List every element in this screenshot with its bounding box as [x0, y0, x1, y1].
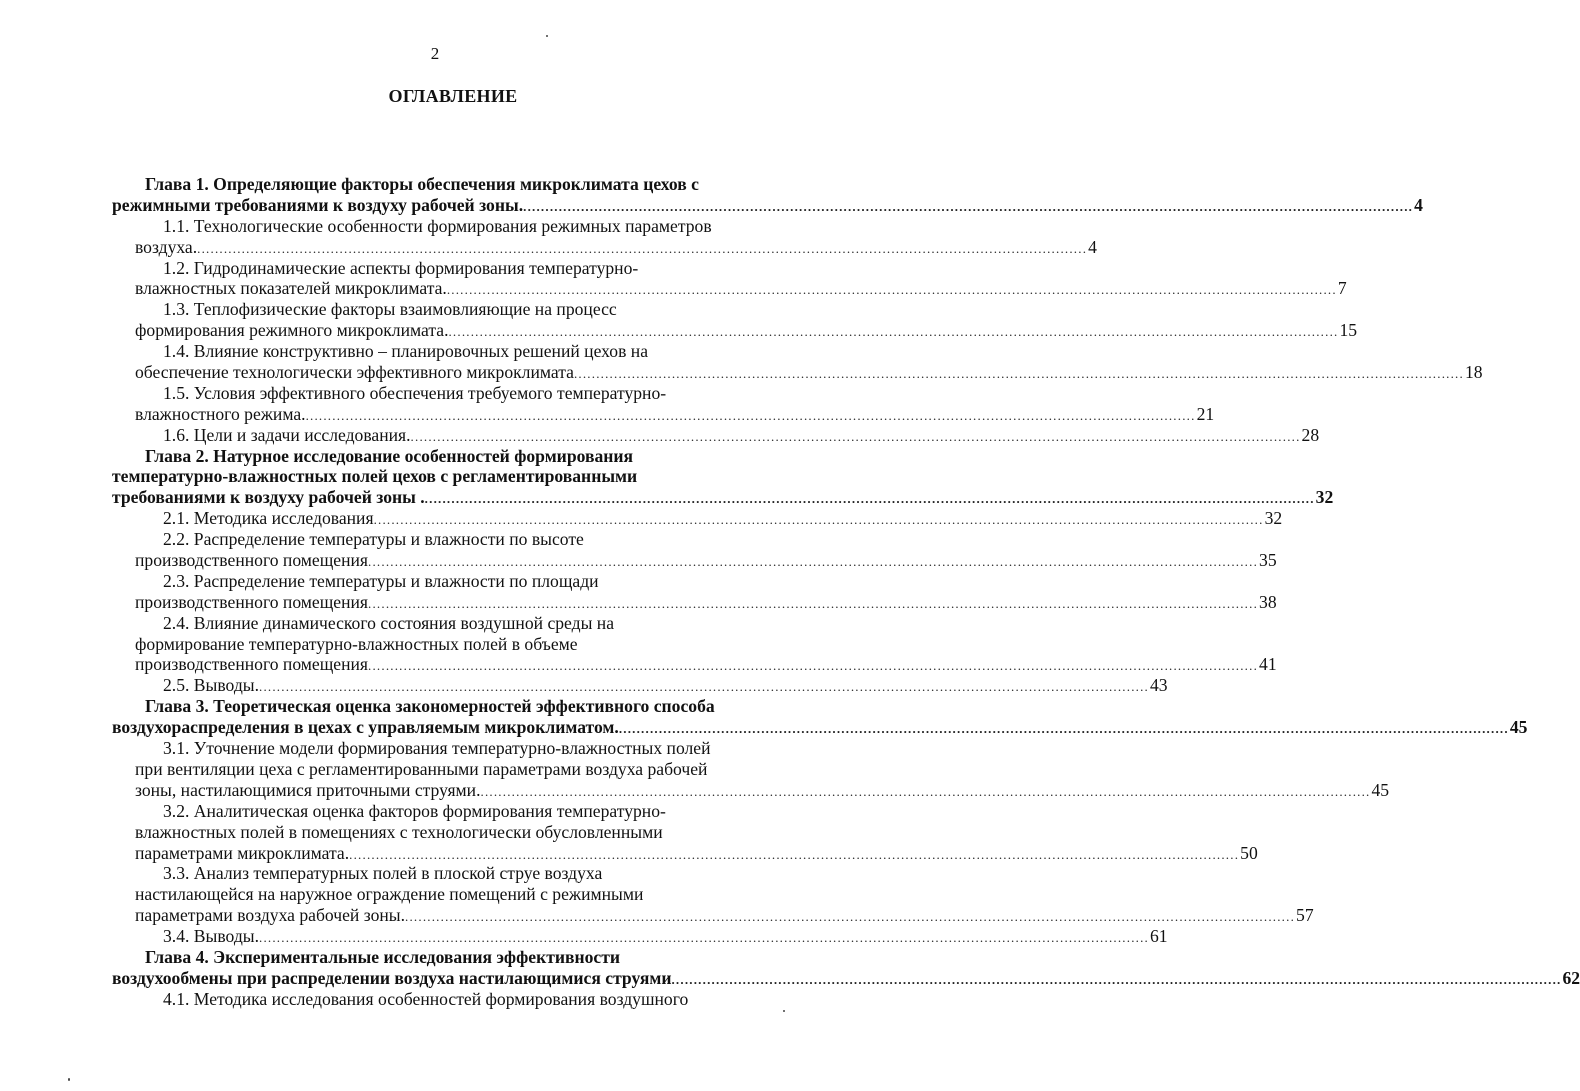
toc-entry-text: при вентиляции цеха с регламентированными параметрами воздуха рабочей — [135, 758, 708, 779]
toc-entry-text: формирование температурно-влажностных полей в объеме — [135, 633, 578, 654]
toc-line — [0, 258, 796, 279]
toc-entry-text: 1.4. Влияние конструктивно – планировочных решений цехов на — [163, 341, 649, 362]
toc-line — [0, 822, 796, 843]
toc-line — [0, 508, 1283, 529]
toc-line — [0, 696, 796, 717]
page-number: 2 — [430, 44, 440, 63]
toc-line — [0, 842, 1258, 864]
toc-page-number: 61 — [1150, 926, 1168, 947]
toc-entry-text: режимными требованиями к воздуху рабочей зоны. — [112, 194, 524, 215]
toc-line — [0, 884, 796, 905]
dot-leader — [405, 907, 1295, 928]
toc-entry-text: параметрами микроклимата. — [135, 842, 350, 863]
dot-leader — [259, 928, 1149, 949]
toc-page-number: 32 — [1315, 487, 1334, 508]
toc-entry-text: требованиями к воздуху рабочей зоны . — [112, 487, 425, 508]
toc-page-number: 50 — [1240, 842, 1258, 863]
toc-entry-text: производственного помещения — [135, 591, 369, 612]
toc-line — [0, 446, 796, 467]
dot-leader — [259, 677, 1149, 698]
dot-leader — [374, 510, 1264, 531]
toc-page-number: 43 — [1150, 675, 1168, 696]
toc-line — [0, 341, 796, 362]
toc-page-number: 7 — [1337, 278, 1347, 299]
toc-line — [0, 383, 796, 404]
toc-page-number: 41 — [1259, 654, 1277, 675]
toc-section-entry — [0, 738, 1390, 801]
toc-entry-text: 2.5. Выводы. — [163, 675, 259, 696]
toc-entry-text: 3.3. Анализ температурных полей в плоской струе воздуха — [163, 863, 603, 884]
toc-chapter-entry — [0, 946, 1580, 989]
toc-entry-text: 1.6. Цели и задачи исследования. — [163, 424, 411, 445]
toc-page-number: 45 — [1371, 779, 1390, 800]
toc-chapter-entry — [0, 174, 1423, 216]
toc-entry-text: 3.1. Уточнение модели формирования температурно-влажностных полей — [163, 738, 711, 759]
toc-line — [0, 926, 1168, 947]
toc-section-entry — [0, 926, 1168, 947]
toc-line — [0, 863, 796, 884]
toc-entry-text: обеспечение технологически эффективного микроклимата — [135, 362, 574, 383]
dot-leader — [368, 594, 1258, 615]
toc-chapter-entry — [0, 696, 1528, 738]
toc-page-number: 21 — [1196, 403, 1215, 424]
toc-section-entry — [0, 800, 1258, 864]
toc-section-entry — [0, 570, 1277, 613]
toc-entry-text: 2.1. Методика исследования — [163, 508, 374, 529]
toc-entry-text: 3.4. Выводы. — [163, 926, 259, 947]
toc-entry-text: 2.4. Влияние динамического состояния воздушной среды на — [163, 612, 615, 633]
dot-leader — [349, 845, 1239, 866]
toc-entry-text: настилающейся на наружное ограждение помещений с режимными — [135, 884, 644, 905]
toc-line — [0, 801, 796, 822]
toc-section-entry — [0, 341, 1483, 383]
toc-line — [0, 571, 796, 592]
toc-section-entry — [0, 612, 1277, 676]
toc-line — [0, 967, 1580, 989]
dot-leader — [523, 197, 1413, 218]
toc-entry-text: 4.1. Методика исследования особенностей формирования воздушного — [163, 988, 689, 1009]
toc-entry-text: Глава 3. Теоретическая оценка закономерностей эффективного способа — [145, 696, 715, 717]
dot-leader — [447, 280, 1337, 301]
toc-entry-text: 1.5. Условия эффективного обеспечения требуемого температурно- — [163, 382, 667, 403]
toc-chapter-entry — [0, 445, 1334, 509]
toc-section-entry — [0, 299, 1358, 341]
toc-line — [0, 320, 1358, 341]
toc-section-entry — [0, 215, 1097, 258]
toc-section-entry — [0, 382, 1215, 425]
dot-leader — [197, 239, 1087, 260]
toc-line — [0, 487, 1334, 508]
toc-line — [0, 654, 1277, 675]
toc-entry-text: воздуха. — [135, 236, 198, 257]
dot-leader — [425, 489, 1315, 510]
toc-line — [0, 216, 796, 237]
dot-leader — [368, 656, 1258, 677]
toc-line — [0, 717, 1528, 738]
toc-entry-text: производственного помещения — [135, 654, 369, 675]
dot-leader — [368, 552, 1258, 573]
toc-line — [0, 550, 1277, 571]
toc-section-entry — [0, 257, 1347, 300]
scan-speck — [68, 1078, 70, 1081]
toc-entry-text: температурно-влажностных полей цехов с регламентированными — [112, 466, 638, 487]
toc-line — [0, 362, 1483, 383]
toc-entry-text: 3.2. Аналитическая оценка факторов формирования температурно- — [163, 800, 666, 821]
toc-line — [0, 403, 1215, 425]
toc-section-entry — [0, 508, 1283, 529]
toc-line — [0, 466, 796, 487]
toc-entry-text: Глава 1. Определяющие факторы обеспечения микроклимата цехов с — [145, 174, 699, 194]
toc-page-number: 4 — [1414, 194, 1423, 215]
toc-entry-text: воздухораспределения в цехах с управляемым микроклиматом. — [112, 717, 619, 738]
toc-entry-text: 1.3. Теплофизические факторы взаимовлияющие на процесс — [163, 299, 617, 320]
toc-section-entry — [0, 989, 796, 1010]
toc-entry-text: Глава 2. Натурное исследование особенностей формирования — [145, 445, 634, 466]
toc-line — [0, 424, 1320, 446]
toc-line — [0, 194, 1423, 216]
dot-leader — [671, 970, 1561, 991]
toc-section-entry — [0, 529, 1277, 571]
scan-speck — [546, 35, 548, 37]
toc-line — [0, 738, 796, 759]
toc-entry-text: 2.2. Распределение температуры и влажности по высоте — [163, 529, 584, 550]
dot-leader — [306, 406, 1196, 427]
table-of-contents — [0, 174, 1580, 1010]
toc-line — [0, 236, 1097, 258]
toc-line — [0, 634, 796, 655]
toc-entry-text: влажностных показателей микроклимата. — [135, 278, 447, 299]
toc-section-entry — [0, 675, 1168, 696]
toc-line — [0, 278, 1347, 299]
toc-page-number: 45 — [1509, 717, 1528, 738]
toc-entry-text: влажностных полей в помещениях с технологически обусловленными — [135, 821, 663, 842]
toc-line — [0, 613, 796, 634]
toc-line — [0, 905, 1314, 926]
toc-line — [0, 529, 796, 550]
toc-page-number: 35 — [1259, 550, 1277, 571]
toc-section-entry — [0, 424, 1320, 446]
toc-page-number: 57 — [1296, 905, 1314, 926]
toc-entry-text: 1.1. Технологические особенности формирования режимных параметров — [163, 215, 712, 236]
toc-section-entry — [0, 863, 1314, 926]
toc-page-number: 62 — [1562, 967, 1580, 988]
toc-entry-text: 1.2. Гидродинамические аспекты формирования температурно- — [163, 257, 639, 278]
toc-entry-text: 2.3. Распределение температуры и влажности по площади — [163, 570, 599, 591]
toc-line — [0, 299, 796, 320]
toc-line — [0, 947, 796, 968]
toc-entry-text: влажностного режима. — [135, 403, 306, 424]
toc-page-number: 28 — [1301, 424, 1320, 445]
scan-speck — [783, 1010, 785, 1012]
toc-entry-text: Глава 4. Экспериментальные исследования эффективности — [145, 946, 621, 967]
toc-line — [0, 174, 796, 195]
toc-entry-text: формирования режимного микроклимата. — [135, 320, 449, 341]
toc-page-number: 38 — [1259, 591, 1277, 612]
dot-leader — [619, 719, 1509, 740]
toc-entry-text: зоны, настилающимися приточными струями. — [135, 779, 481, 800]
toc-page-number: 18 — [1464, 362, 1483, 383]
dot-leader — [411, 427, 1301, 448]
toc-entry-text: параметрами воздуха рабочей зоны. — [135, 905, 406, 926]
dot-leader — [481, 782, 1371, 803]
toc-entry-text: воздухообмены при распределении воздуха настилающимися струями — [112, 967, 672, 988]
toc-page-number: 4 — [1088, 236, 1097, 257]
toc-line — [0, 989, 796, 1010]
dot-leader — [574, 364, 1464, 385]
toc-page-number: 15 — [1339, 320, 1358, 341]
dot-leader — [448, 322, 1338, 343]
toc-entry-text: производственного помещения — [135, 550, 369, 571]
toc-line — [0, 779, 1390, 801]
toc-line — [0, 759, 796, 780]
toc-page-number: 32 — [1264, 508, 1283, 529]
toc-line — [0, 591, 1277, 613]
toc-line — [0, 675, 1168, 696]
toc-title: ОГЛАВЛЕНИЕ — [388, 86, 518, 106]
